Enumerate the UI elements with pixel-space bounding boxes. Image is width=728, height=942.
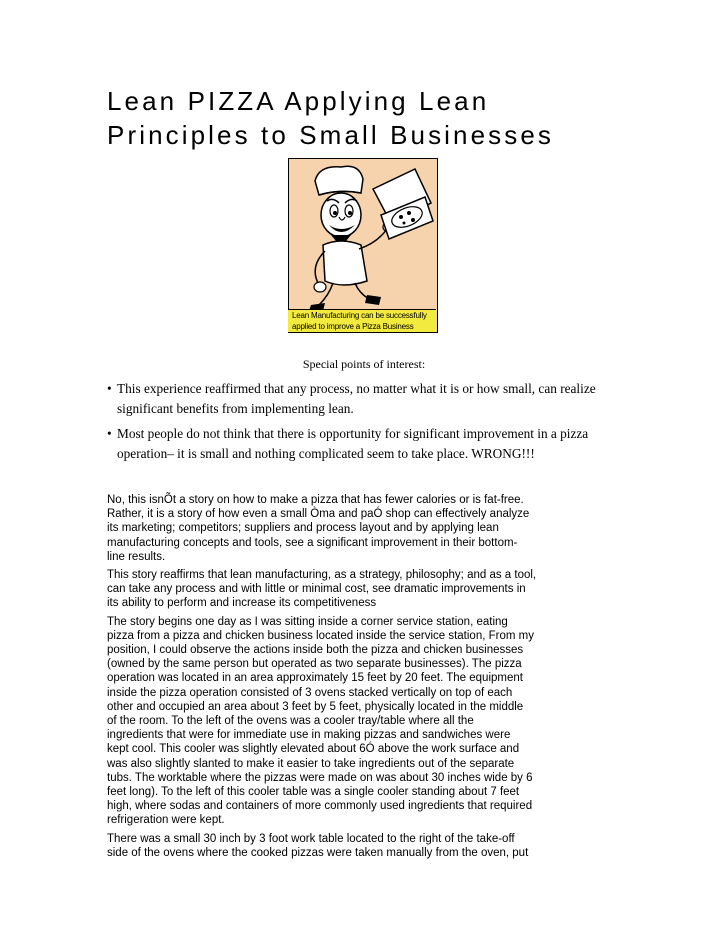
text-line: its marketing; competitors; suppliers and process layout and by applying lean: [107, 522, 499, 535]
text-line: ingredients that were for immediate use in making pizzas and sandwiches were: [107, 729, 511, 742]
text-line: This story reaffirms that lean manufacturing, as a strategy, philosophy; and as a tool,: [107, 569, 537, 582]
bullet-text-line: significant benefits from implementing lean.: [117, 401, 354, 416]
body-paragraph: [107, 568, 627, 611]
bullet-icon: •: [107, 426, 112, 441]
text-line: manufacturing concepts and tools, see a significant improvement in their bottom-: [107, 536, 518, 549]
text-line: other and occupied an area about 3 feet by 5 feet, physically located in the middle: [107, 700, 524, 713]
text-line: tubs. The worktable where the pizzas were made on was about 30 inches wide by 6: [107, 771, 533, 784]
article-body: [107, 493, 627, 864]
caption-line-2: applied to improve a Pizza Business: [292, 321, 414, 331]
text-line: Rather, it is a story of how even a small Òma and paÓ shop can effectively analyze: [107, 508, 530, 521]
text-line: line results.: [107, 550, 166, 563]
pizza-chef-illustration: [288, 158, 438, 333]
caption-line-1: Lean Manufacturing can be successfully: [292, 311, 427, 320]
text-line: The story begins one day as I was sitting inside a corner service station, eating: [107, 615, 508, 628]
bullet-icon: •: [107, 381, 112, 396]
text-line: feet long). To the left of this cooler table was a single cooler standing about 7 feet: [107, 786, 520, 799]
pizza-chef-drawing: [289, 159, 437, 332]
illustration-caption: [288, 309, 436, 332]
document-title: [107, 84, 667, 152]
bullet-text-line: operation– it is small and nothing complicated seem to take place. WRONG!!!: [117, 446, 535, 461]
title-line-2: Principles to Small Businesses: [107, 120, 555, 150]
special-point-item: [107, 424, 627, 464]
special-point-item: [107, 379, 627, 419]
text-line: There was a small 30 inch by 3 foot work table located to the right of the take-off: [107, 832, 515, 845]
text-line: its ability to perform and increase its competitiveness: [107, 597, 377, 610]
bullet-text-line: This experience reaffirmed that any process, no matter what it is or how small, can realize: [117, 381, 596, 396]
text-line: operation was located in an area approximately 15 feet by 20 feet. The equipment: [107, 672, 523, 685]
text-line: side of the ovens where the cooked pizzas were taken manually from the oven, put: [107, 846, 529, 859]
text-line: kept cool. This cooler was slightly elevated about 6Ó above the work surface and: [107, 743, 520, 756]
title-line-1: Lean PIZZA Applying Lean: [107, 86, 490, 116]
special-points-list: [107, 379, 627, 469]
body-paragraph: [107, 832, 627, 860]
body-paragraph: [107, 493, 627, 564]
text-line: position, I could observe the actions inside both the pizza and chicken businesses: [107, 644, 524, 657]
body-paragraph: [107, 615, 627, 828]
text-line: (owned by the same person but operated as two separate businesses). The pizza: [107, 658, 522, 671]
text-line: No, this isnÕt a story on how to make a pizza that has fewer calories or is fat-free.: [107, 494, 524, 506]
text-line: high, where sodas and containers of more commonly used ingredients that required: [107, 800, 533, 813]
bullet-text-line: Most people do not think that there is opportunity for significant improvement in a pizza: [117, 426, 589, 441]
text-line: pizza from a pizza and chicken business located inside the service station, From my: [107, 629, 534, 642]
text-line: was also slightly slanted to make it easier to take ingredients out of the separate: [107, 757, 515, 770]
special-points-heading: Special points of interest:: [302, 357, 426, 371]
text-line: can take any process and with little or minimal cost, see dramatic improvements in: [107, 583, 526, 596]
text-line: inside the pizza operation consisted of 3 ovens stacked vertically on top of each: [107, 686, 513, 699]
text-line: refrigeration were kept.: [107, 814, 225, 827]
text-line: of the room. To the left of the ovens was a cooler tray/table where all the: [107, 715, 474, 728]
